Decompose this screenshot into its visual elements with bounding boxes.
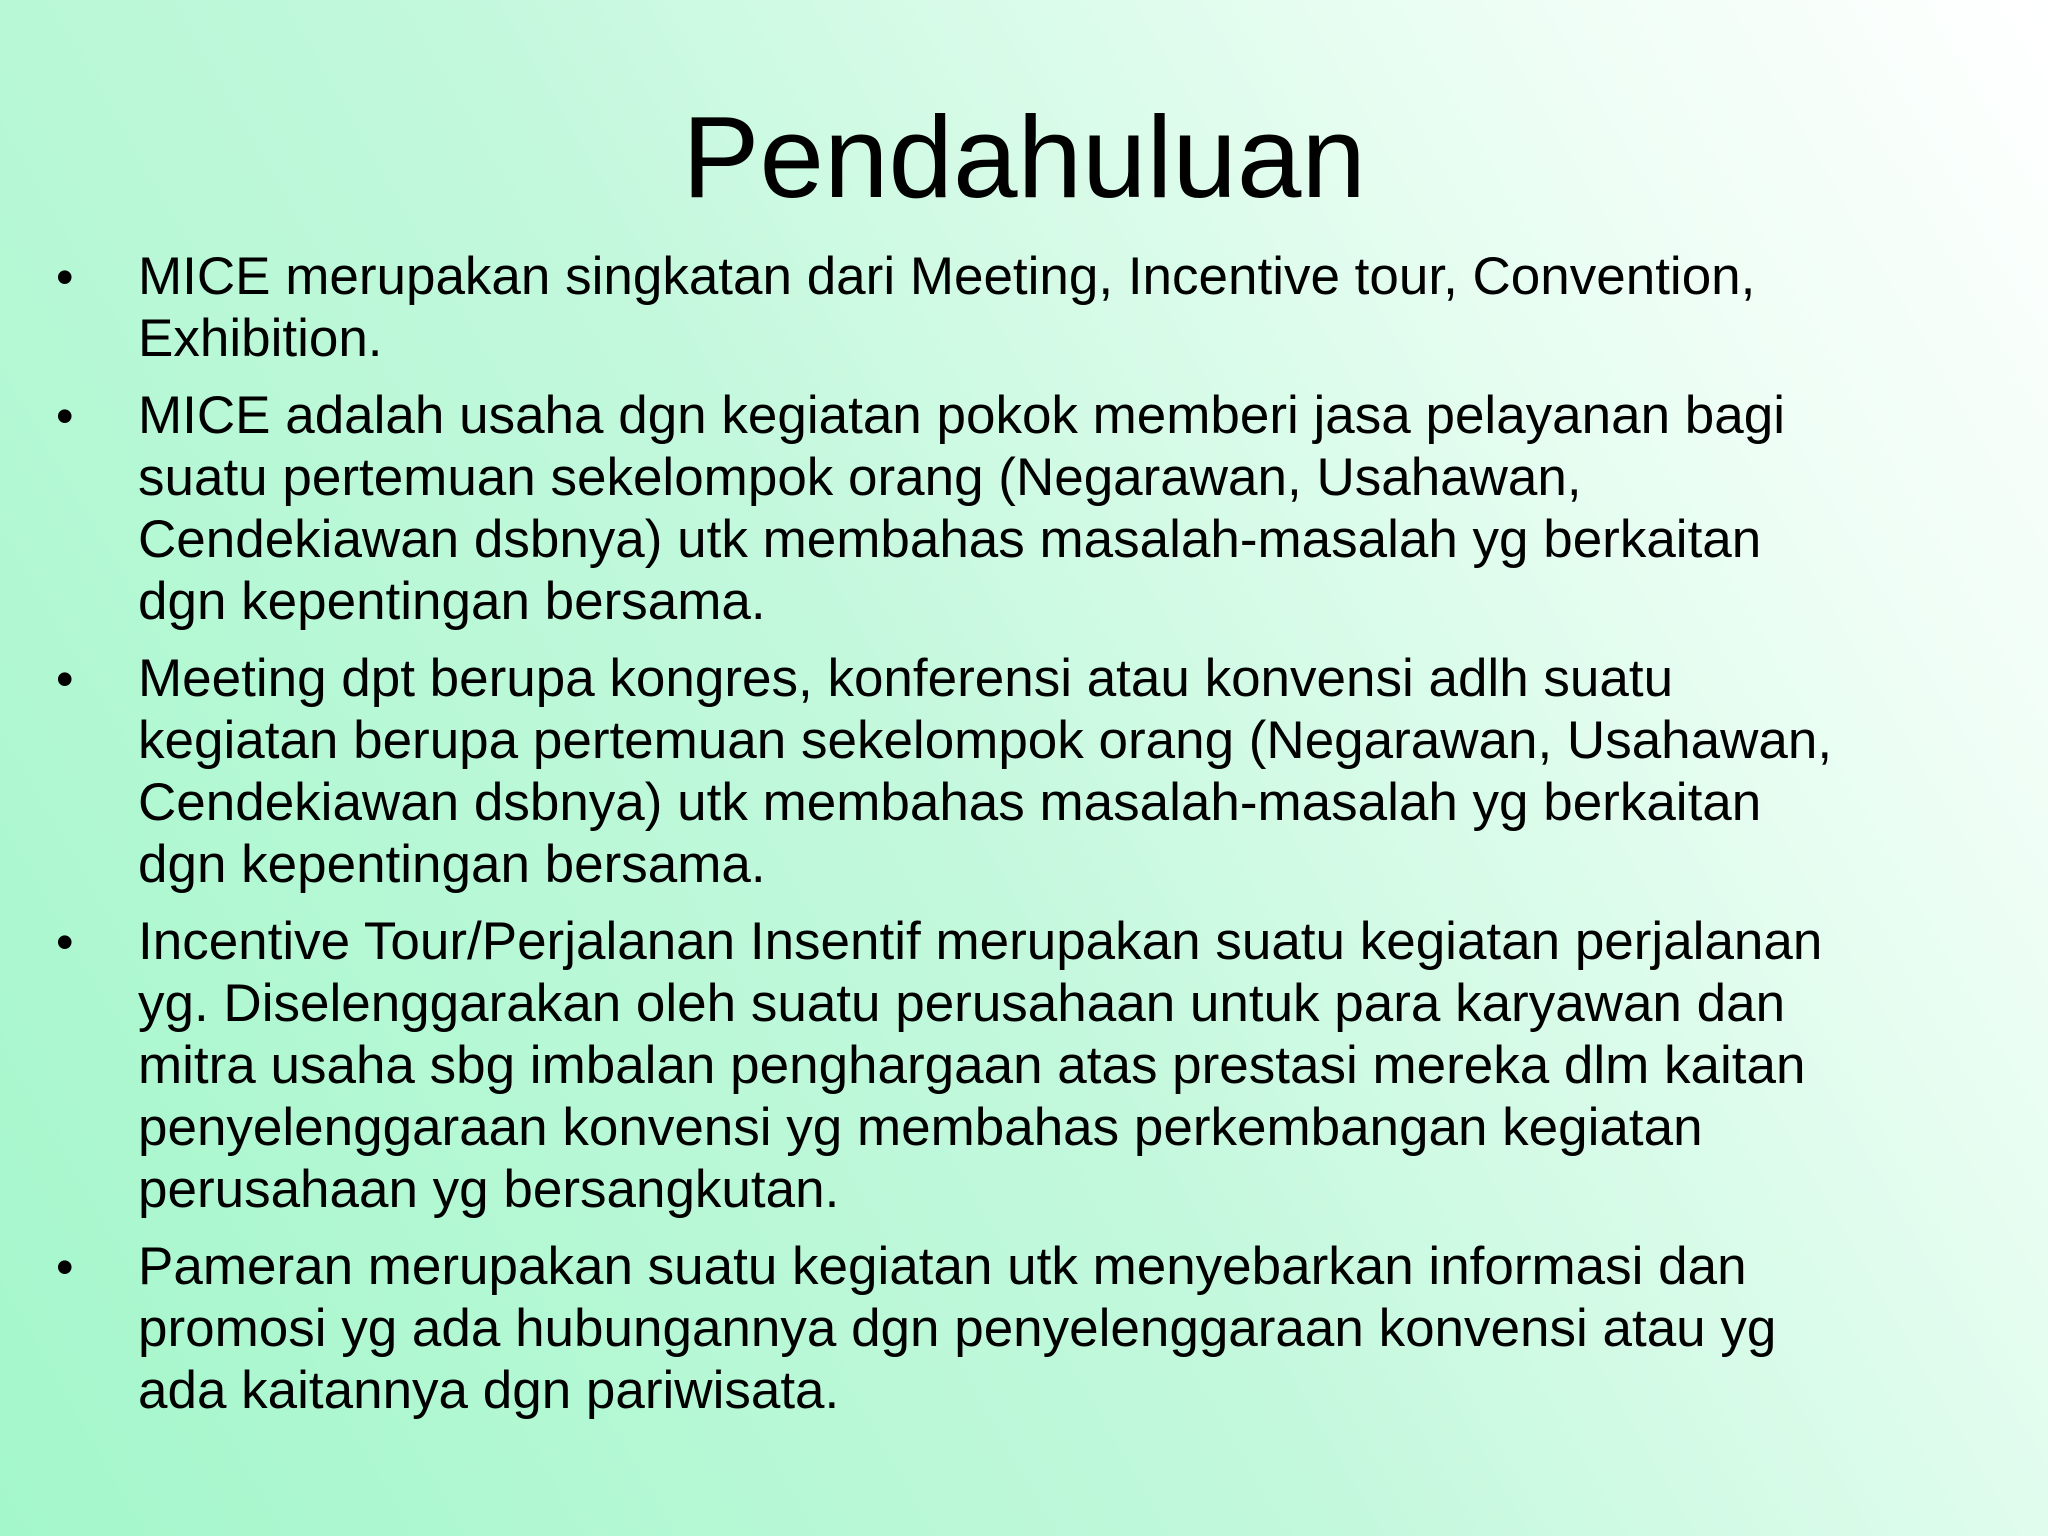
- bullet-icon: •: [56, 249, 74, 305]
- bullet-item: [0, 648, 1860, 896]
- bullet-icon: •: [56, 914, 74, 970]
- bullet-text: Incentive Tour/Perjalanan Insentif merupakan suatu kegiatan perjalanan yg. Diselenggarakan oleh suatu perusahaan untuk para karyawan dan mitra usaha sbg imbalan penghargaan atas prestasi mereka dlm kaitan penyelenggaraan konvensi yg membahas perkembangan kegiatan perusahaan yg bersangkutan.: [138, 912, 1823, 1219]
- bullet-item: [0, 246, 1860, 370]
- bullet-item: [0, 385, 1860, 633]
- bullet-text: MICE adalah usaha dgn kegiatan pokok memberi jasa pelayanan bagi suatu pertemuan sekelompok orang (Negarawan, Usahawan, Cendekiawan dsbnya) utk membahas masalah-masalah yg berkaitan dgn kepentingan bersama.: [138, 386, 1786, 631]
- bullet-text: Meeting dpt berupa kongres, konferensi atau konvensi adlh suatu kegiatan berupa pertemuan sekelompok orang (Negarawan, Usahawan, Cendekiawan dsbnya) utk membahas masalah-masalah yg berkaitan dgn kepentingan bersama.: [138, 649, 1833, 894]
- bullet-icon: •: [56, 1239, 74, 1295]
- bullet-icon: •: [56, 651, 74, 707]
- bullet-text: MICE merupakan singkatan dari Meeting, Incentive tour, Convention, Exhibition.: [138, 247, 1756, 368]
- bullet-icon: •: [56, 388, 74, 444]
- bullet-text: Pameran merupakan suatu kegiatan utk menyebarkan informasi dan promosi yg ada hubungannya dgn penyelenggaraan konvensi atau yg ada kaitannya dgn pariwisata.: [138, 1237, 1777, 1420]
- bullet-item: [0, 911, 1860, 1221]
- bullet-list: [0, 246, 2048, 1437]
- bullet-item: [0, 1236, 1860, 1422]
- slide-title: Pendahuluan: [682, 92, 1366, 222]
